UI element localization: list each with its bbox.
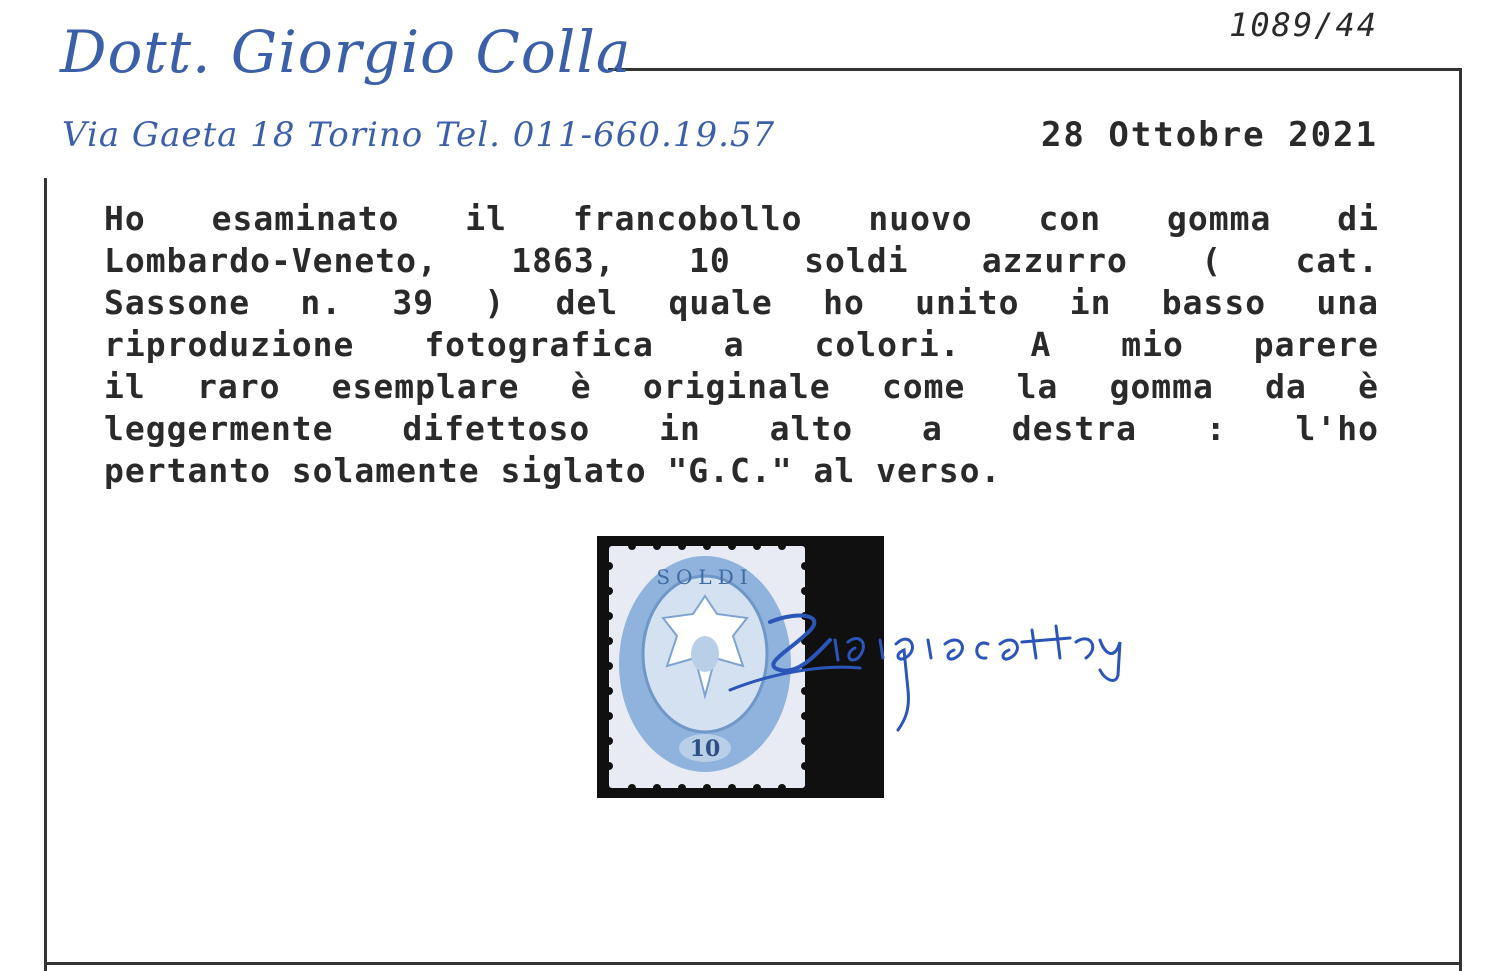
body-line: pertanto solamente siglato "G.C." al verso. (104, 451, 1002, 490)
handwritten-signature (720, 570, 1160, 740)
body-line: Sassone n. 39 ) del quale ho unito in basso una (104, 283, 1379, 322)
frame-right-border (1459, 68, 1462, 971)
body-line: Ho esaminato il francobollo nuovo con gomma di (104, 199, 1379, 238)
frame-top-border (608, 68, 1462, 71)
frame-bottom-border (44, 962, 1462, 965)
certificate-date: 28 Ottobre 2021 (1040, 115, 1378, 155)
certificate-body (104, 198, 1379, 492)
body-line: riproduzione fotografica a colori. A mio parere (104, 325, 1379, 364)
letterhead-address: Via Gaeta 18 Torino Tel. 011-660.19.57 (62, 115, 776, 155)
letterhead-name: Dott. Giorgio Colla (60, 18, 632, 86)
frame-left-border (44, 178, 47, 971)
body-line: leggermente difettoso in alto a destra : l'ho (104, 409, 1379, 448)
body-line: il raro esemplare è originale come la gomma da è (104, 367, 1379, 406)
stamp-top-text: SOLDI (656, 565, 754, 589)
stamp-value: 10 (689, 736, 721, 762)
certificate-number: 1089/44 (1229, 6, 1378, 44)
body-line: Lombardo-Veneto, 1863, 10 soldi azzurro ( cat. (104, 241, 1379, 280)
